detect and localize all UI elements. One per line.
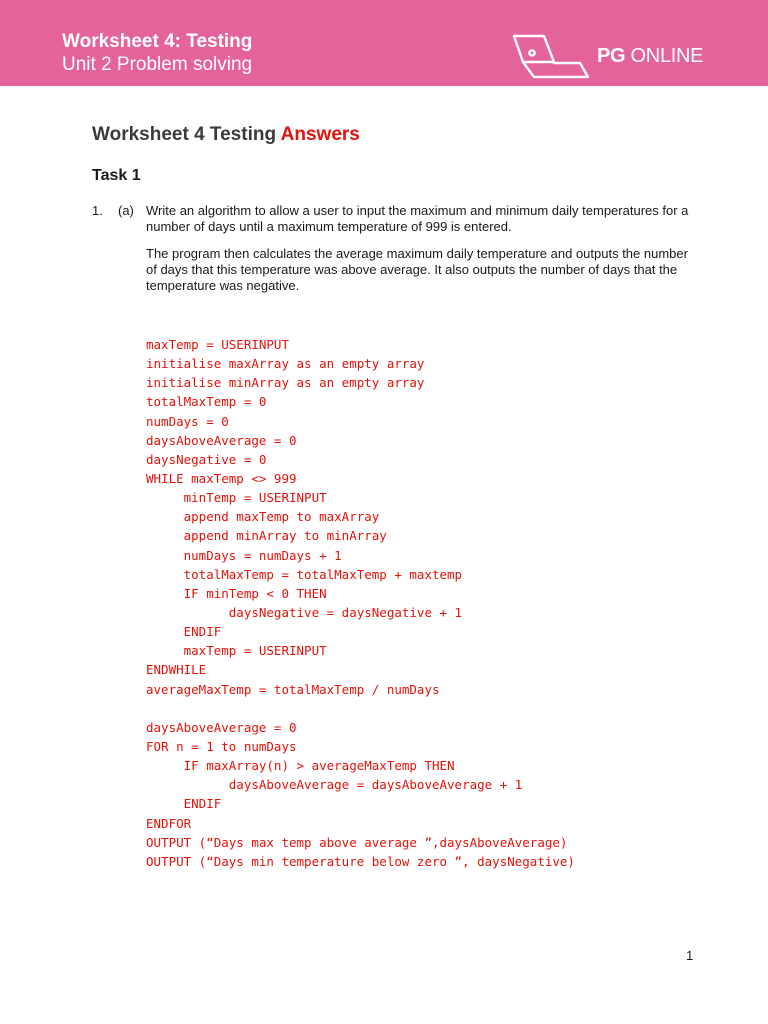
question-number: 1.	[92, 203, 103, 218]
code-line: numDays = 0	[146, 413, 229, 429]
pseudocode-answer	[146, 335, 575, 871]
code-line: ENDIF	[146, 796, 222, 812]
page-header	[0, 0, 768, 86]
code-line: maxTemp = USERINPUT	[146, 337, 289, 352]
code-line: maxTemp = USERINPUT	[146, 643, 327, 659]
code-line: IF maxArray(n) > averageMaxTemp THEN	[146, 758, 455, 774]
pg-online-logo	[597, 45, 703, 68]
document-title-main: Worksheet 4 Testing	[92, 124, 281, 145]
code-line: FOR n = 1 to numDays	[146, 738, 297, 754]
document-title	[92, 124, 360, 146]
code-line: ENDFOR	[146, 815, 192, 831]
question-text-continued: The program then calculates the average maximum daily temperature and outputs the number of days that this temperature was above average. It also outputs the number of days that the temperature was negative.	[146, 246, 688, 293]
code-line: numDays = numDays + 1	[146, 547, 342, 563]
logo-light-text: ONLINE	[625, 45, 704, 67]
code-line: totalMaxTemp = totalMaxTemp + maxtemp	[146, 566, 463, 582]
code-line: minTemp = USERINPUT	[146, 490, 327, 506]
code-line	[146, 699, 575, 718]
logo-bold-text: PG	[597, 45, 626, 67]
code-line: ENDWHILE	[146, 662, 207, 678]
code-line: averageMaxTemp = totalMaxTemp / numDays	[146, 681, 440, 697]
worksheet-title: Worksheet 4: Testing	[62, 31, 253, 52]
code-line: daysAboveAverage = 0	[146, 432, 297, 448]
code-line: initialise minArray as an empty array	[146, 375, 425, 391]
task-heading: Task 1	[92, 167, 141, 184]
code-line: totalMaxTemp = 0	[146, 394, 267, 410]
code-line: IF minTemp < 0 THEN	[146, 585, 327, 601]
question-text: Write an algorithm to allow a user to input the maximum and minimum daily temperatures for a number of days until a maximum temperature of 999 is entered.	[146, 203, 689, 234]
code-line: OUTPUT (“Days min temperature below zero ”, daysNegative)	[146, 853, 575, 869]
question-part: (a)	[118, 203, 134, 218]
code-line: daysNegative = daysNegative + 1	[146, 604, 463, 620]
laptop-logo-icon	[510, 32, 592, 80]
code-line: append minArray to minArray	[146, 528, 387, 544]
code-line: OUTPUT (“Days max temp above average ”,daysAboveAverage)	[146, 834, 568, 850]
code-line: append maxTemp to maxArray	[146, 509, 380, 525]
code-line: daysAboveAverage = 0	[146, 719, 297, 735]
code-line: daysAboveAverage = daysAboveAverage + 1	[146, 777, 523, 793]
page-number: 1	[686, 948, 694, 963]
code-line: daysNegative = 0	[146, 451, 267, 467]
document-title-answers: Answers	[280, 124, 360, 145]
unit-subtitle: Unit 2 Problem solving	[62, 54, 253, 75]
code-line: WHILE maxTemp <> 999	[146, 470, 297, 486]
code-line: ENDIF	[146, 624, 222, 640]
code-line: initialise maxArray as an empty array	[146, 356, 425, 372]
